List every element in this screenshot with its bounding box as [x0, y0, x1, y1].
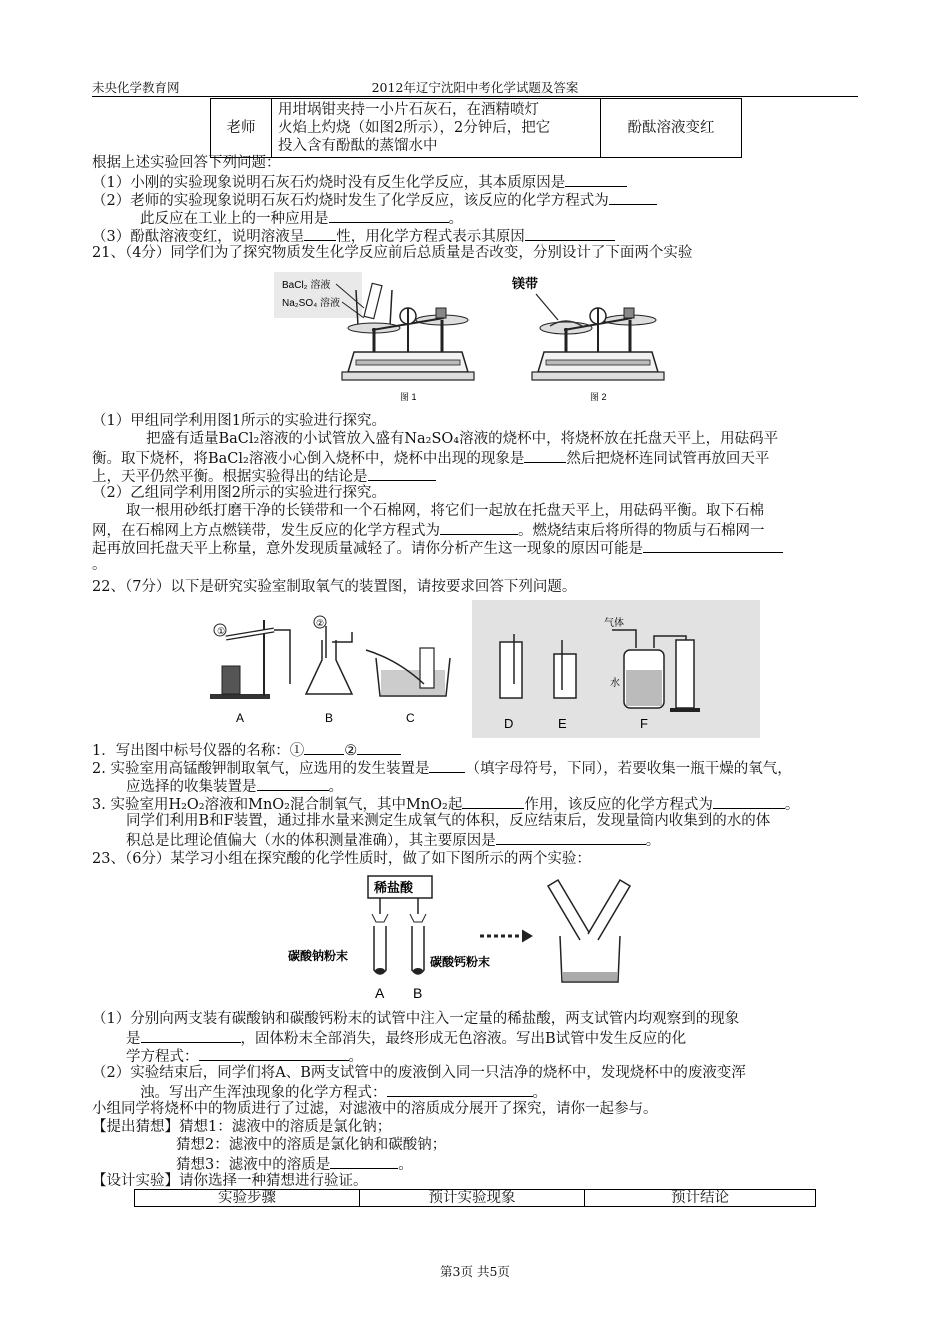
- measuring-cylinder-shape: [676, 640, 694, 708]
- fig1-label-bacl2: BaCl₂ 溶液: [282, 280, 331, 291]
- q23-title: 23、（6分）某学习小组在探究酸的化学性质时，做了如下图所示的两个实验：: [92, 851, 591, 867]
- figure-acid-experiment: [288, 872, 640, 1004]
- q23-part2-line2: 浊。写出产生浑浊现象的化学方程式： 。: [140, 1082, 858, 1102]
- q23-guess-2: 猜想2：滤液中的溶质是氯化钠和碳酸钠；: [176, 1137, 447, 1153]
- q21-part2-line1: 取一根用砂纸打磨干净的长镁带和一个石棉网，将它们一起放在托盘天平上，用砝码平衡。取下石棉: [126, 503, 764, 519]
- q21-part2-title: （2）乙组同学利用图2所示的实验进行探究。: [92, 485, 386, 501]
- q21-part1-line3: 上，天平仍然平衡。根据实验得出的结论是: [92, 466, 858, 486]
- q21-part1-title: （1）甲组同学利用图1所示的实验进行探究。: [92, 413, 386, 429]
- label-na2co3: 碳酸钠粉末: [288, 949, 349, 963]
- header-conclusion: 预计结论: [585, 1190, 816, 1207]
- label-caco3: 碳酸钙粉末: [430, 955, 491, 969]
- label-a: A: [236, 711, 245, 725]
- label-gas: 气体: [604, 618, 624, 629]
- q21-part2-line3: 起再放回托盘天平上称量，意外发现质量减轻了。请你分析产生这一现象的原因可能是: [92, 538, 858, 558]
- pour-tube-left-shape: [548, 880, 590, 940]
- alcohol-lamp-shape: [222, 666, 240, 694]
- q22-part3-line3: 积总是比理论值偏大（水的体积测量准确），其主要原因是 。: [126, 830, 858, 850]
- q22-title: 22、（7分）以下是研究实验室制取氧气的装置图，请按要求回答下列问题。: [92, 579, 577, 595]
- answer-blank[interactable]: [524, 448, 566, 463]
- q23-part1-line1: （1）分别向两支装有碳酸钠和碳酸钙粉末的试管中注入一定量的稀盐酸，两支试管内均观察到的现象: [92, 1011, 740, 1027]
- test-tube-b-shape: [412, 926, 424, 974]
- label-tube-b: B: [413, 985, 423, 1001]
- figure-balance-1: [272, 268, 490, 406]
- answer-blank[interactable]: [643, 538, 783, 553]
- role-cell: 老师: [211, 99, 272, 158]
- answer-blank[interactable]: [141, 1028, 241, 1043]
- header-steps: 实验步骤: [135, 1190, 360, 1207]
- fig1-caption: 图 1: [400, 392, 417, 402]
- fig2-label-mg: 镁带: [512, 276, 539, 291]
- q22-part2b: 应选择的收集装置是 。: [126, 776, 858, 796]
- q21-part1-line1: 把盛有适量BaCl₂溶液的小试管放入盛有Na₂SO₄溶液的烧杯中，将烧杯放在托盘天平上，用砝码平: [146, 431, 779, 447]
- fig2-caption: 图 2: [590, 392, 607, 402]
- figure-oxygen-apparatus-def: [472, 600, 760, 738]
- circle-label-2: ②: [316, 619, 325, 629]
- stand-base: [210, 694, 270, 699]
- answer-blank[interactable]: [462, 794, 524, 809]
- answer-blank[interactable]: [429, 758, 465, 773]
- fig1-label-na2so4: Na₂SO₄ 溶液: [282, 298, 340, 309]
- figure-balance-2: [506, 268, 672, 406]
- answer-blank[interactable]: [304, 226, 336, 241]
- label-water: 水: [610, 678, 620, 689]
- q23-filter-text: 小组同学将烧杯中的物质进行了过滤，对滤液中的溶质成分展开了探究，请你一起参与。: [92, 1101, 658, 1117]
- pour-tube-right-shape: [588, 880, 630, 940]
- label-c: C: [406, 711, 415, 725]
- q23-design: 【设计实验】请你选择一种猜想进行验证。: [92, 1173, 368, 1189]
- q23-part1-line3: 学方程式： 。: [126, 1046, 858, 1066]
- q20-part2b: 此反应在工业上的一种应用是 。: [140, 208, 858, 228]
- label-f: F: [640, 716, 648, 731]
- q22-part3: 3. 实验室用H₂O₂溶液和MnO₂混合制氧气，其中MnO₂起 作用，该反应的化学方程式为 。: [92, 794, 858, 814]
- q21-part1-line2: 衡。取下烧杯，将BaCl₂溶液小心倒入烧杯中，烧杯中出现的现象是 然后把烧杯连同试管再放回天平: [92, 448, 858, 468]
- gas-bottle-d-shape: [500, 642, 522, 698]
- q22-part2: 2. 实验室用高锰酸钾制取氧气，应选用的发生装置是 （填字母符号，下同），若要收集一瓶干燥的氧气，: [92, 758, 858, 778]
- q20-part2: （2）老师的实验现象说明石灰石灼烧时发生了化学反应，该反应的化学方程式为: [92, 190, 858, 210]
- label-b: B: [325, 711, 334, 725]
- answer-blank[interactable]: [357, 740, 401, 755]
- procedure-cell: 用坩埚钳夹持一小片石灰石，在酒精喷灯 火焰上灼烧（如图2所示），2分钟后，把它 投入含有酚酞的蒸馏水中: [272, 99, 601, 158]
- answer-blank[interactable]: [713, 794, 785, 809]
- phenomenon-cell: 酚酞溶液变红: [601, 99, 742, 158]
- small-test-tube-shape: [364, 283, 382, 318]
- header-title: 2012年辽宁沈阳中考化学试题及答案: [371, 80, 579, 95]
- q20-experiment-table: [210, 98, 742, 158]
- answer-blank[interactable]: [565, 172, 627, 187]
- answer-blank[interactable]: [387, 1082, 533, 1097]
- test-tube-a-shape: [374, 926, 386, 974]
- page-header: [92, 78, 858, 97]
- answer-blank[interactable]: [257, 776, 329, 791]
- label-d: D: [504, 716, 514, 731]
- answer-blank[interactable]: [330, 1154, 398, 1169]
- q22-part3-line2: 同学们利用B和F装置，通过排水量来测定生成氧气的体积，反应结束后，发现量筒内收集到的水的体: [126, 813, 771, 829]
- circle-label-1: ①: [217, 627, 226, 637]
- q23-guess-1: 【提出猜想】猜想1：滤液中的溶质是氯化钠；: [92, 1119, 392, 1135]
- answer-blank[interactable]: [368, 466, 436, 481]
- gas-bottle-e-shape: [554, 654, 576, 698]
- header-site: 未央化学教育网: [92, 80, 180, 95]
- conical-flask-shape: [306, 640, 352, 694]
- acid-label: 稀盐酸: [374, 880, 414, 895]
- answer-blank[interactable]: [440, 520, 518, 535]
- q22-part1: 1．写出图中标号仪器的名称：① ②: [92, 740, 858, 760]
- q23-part2-line1: （2）实验结束后，同学们将A、B两支试管中的废液倒入同一只洁净的烧杯中，发现烧杯中的废液变浑: [92, 1065, 746, 1081]
- q21-part2-line2: 网，在石棉网上方点燃镁带，发生反应的化学方程式为 。燃烧结束后将所得的物质与石棉网一: [92, 520, 858, 540]
- figure-oxygen-apparatus-abc: [198, 600, 460, 738]
- q20-intro: 根据上述实验回答下列问题：: [92, 155, 281, 171]
- answer-blank[interactable]: [329, 208, 449, 223]
- q21-title: 21、（4分）同学们为了探究物质发生化学反应前后总质量是否改变，分别设计了下面两个实验: [92, 245, 693, 261]
- header-phenomenon: 预计实验现象: [360, 1190, 585, 1207]
- answer-blank[interactable]: [525, 226, 615, 241]
- page-footer: 第3页 共5页: [440, 1264, 510, 1279]
- answer-blank[interactable]: [199, 1046, 349, 1061]
- q20-part1: （1）小刚的实验现象说明石灰石灼烧时没有反生化学反应，其本质原因是: [92, 172, 858, 192]
- answer-blank[interactable]: [496, 830, 646, 845]
- q23-design-table: [134, 1189, 816, 1207]
- q23-part1-line2: 是 ，固体粉末全部消失，最终形成无色溶液。写出B试管中发生反应的化: [126, 1028, 858, 1048]
- label-e: E: [558, 716, 567, 731]
- q20-part3: （3）酚酞溶液变红，说明溶液呈 性，用化学方程式表示其原因: [92, 226, 858, 246]
- q23-guess-3: 猜想3：滤液中的溶质是 。: [176, 1154, 858, 1174]
- answer-blank[interactable]: [609, 190, 657, 205]
- answer-blank[interactable]: [304, 740, 344, 755]
- q21-part2-line4: 。: [92, 557, 107, 573]
- label-tube-a: A: [375, 985, 385, 1001]
